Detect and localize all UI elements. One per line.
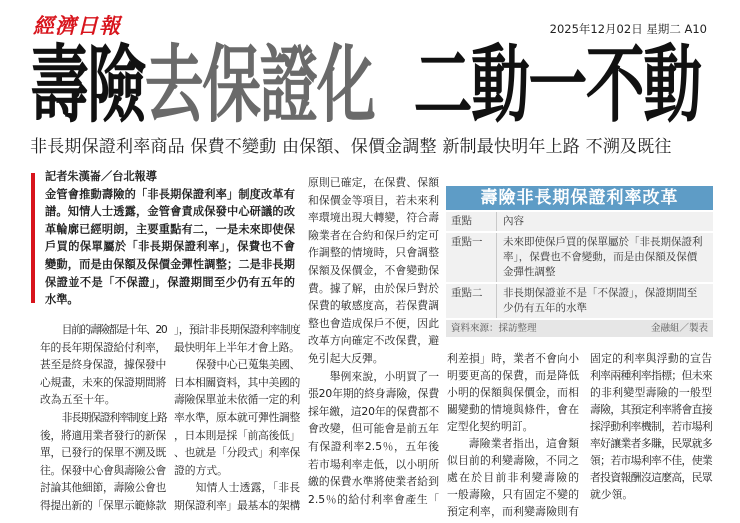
article-line: 保額及保價金，不會變動保 bbox=[308, 263, 439, 277]
lead-line: 水準。 bbox=[45, 293, 79, 307]
article-line: 明要更高的保費，而是降低 bbox=[447, 369, 579, 382]
lead-line: 變動，而是由保額及保價金彈性調整；二是非長期 bbox=[45, 257, 295, 271]
article-line: ，日本則是採「前高後低」 bbox=[174, 428, 300, 442]
article-line: 得提出新的「保單示範條款 bbox=[40, 498, 166, 512]
lead-accent-bar bbox=[31, 173, 35, 303]
newspaper-logo: 經濟日報 bbox=[33, 13, 121, 38]
article-line: 利差損」時，業者不會向小 bbox=[447, 352, 579, 365]
article-line: 固定的利率與浮動的宣告 bbox=[590, 352, 712, 365]
lead-line: 保證並不是「不保證」，保證期間至少仍有五年的 bbox=[45, 275, 295, 289]
article-line: 後，將適用業者發行的新保 bbox=[40, 428, 166, 442]
article-line: 率環境出現大轉變，符合壽 bbox=[308, 211, 439, 225]
article-line: 預定利率，而利變壽險則有 bbox=[447, 505, 579, 518]
lead-paragraph bbox=[45, 168, 295, 309]
article-line: 小明的保額與保價金，而相 bbox=[447, 386, 579, 399]
article-line: 保費的敏感度高，若保費調 bbox=[308, 299, 439, 313]
article-column-4 bbox=[447, 350, 579, 520]
table-credit: 金融組／製表 bbox=[650, 323, 708, 334]
article-line: 舉例來說，小明買了一 bbox=[329, 369, 439, 383]
article-line: 心規畫，未來的保證期間將 bbox=[40, 375, 166, 389]
article-line: 壽險，其預定利率將會直接 bbox=[590, 403, 712, 416]
article-line: 甚至是終身保證，據保發中 bbox=[40, 358, 166, 372]
article-line: 率水準，原本就可彈性調整 bbox=[174, 410, 300, 424]
byline: 記者朱漢崙／台北報導 bbox=[45, 170, 157, 183]
table-row-value: 非長期保證並不是「不保證」，保證期間至少仍有五年的水準 bbox=[503, 287, 698, 314]
article-column-1 bbox=[40, 321, 166, 515]
article-line: 整也會造成保戶不便，因此 bbox=[308, 316, 439, 330]
article-line: 改為五至十年。 bbox=[40, 393, 116, 407]
table-title: 壽險非長期保證利率改革 bbox=[446, 186, 713, 210]
article-line: 定型化契約明訂。 bbox=[447, 420, 534, 433]
article-line: 免引起大反彈。 bbox=[308, 351, 384, 365]
table-row-value: 未來即使保戶買的保單屬於「非長期保證利率」，保費也不會變動，而是由保額及保價金彈性調整 bbox=[503, 236, 703, 278]
article-line: 率好讓業者多賺，民眾就多 bbox=[590, 437, 712, 450]
headline-part-3: 二動一不動 bbox=[413, 36, 701, 134]
article-line: 採年繳，這20年的保費都不 bbox=[308, 404, 439, 418]
article-line: 若市場利率走低，以小明所 bbox=[308, 457, 439, 471]
lead-line: 譜。知情人士透露，金管會責成保發中心研議的改 bbox=[45, 205, 295, 219]
article-line: 非長期保證利率制度上路 bbox=[61, 410, 167, 424]
article-line: 日本相關資料，其中美國的 bbox=[174, 375, 300, 389]
table-header-row bbox=[446, 210, 713, 231]
table-footer bbox=[446, 318, 713, 337]
headline bbox=[30, 36, 701, 134]
article-line: 採浮動利率機制，若市場利 bbox=[590, 420, 712, 433]
headline-part-1: 壽險 bbox=[30, 36, 145, 134]
article-line: 費。據了解，由於保戶對於 bbox=[308, 281, 439, 295]
article-line: 最快明年上半年才會上路。 bbox=[174, 340, 300, 354]
article-line: 壽險保單並未依循一定的利 bbox=[174, 393, 300, 407]
article-line: 壽險業者指出，這會類 bbox=[468, 437, 579, 450]
table-row-key: 重點一 bbox=[446, 233, 497, 282]
article-line: 和保價金等項目，若未來利 bbox=[308, 193, 439, 207]
article-line: 會改變，但可能會是前五年 bbox=[308, 422, 439, 436]
article-line: 一般壽險，只有固定不變的 bbox=[447, 488, 579, 501]
table-header-value: 內容 bbox=[503, 215, 524, 227]
reform-summary-table bbox=[446, 186, 713, 337]
article-line: 年的長年期保證給付利率， bbox=[40, 340, 166, 354]
article-line: 的非利變型壽險的一般型 bbox=[590, 386, 712, 399]
article-line: 保發中心已蒐集美國、 bbox=[195, 358, 300, 372]
subheadline: 非長期保證利率商品 保費不變動 由保額、保價金調整 新制最快明年上路 不溯及既往 bbox=[30, 137, 672, 157]
article-line: 繳的保費水準將使業者給到 bbox=[308, 475, 439, 489]
table-row bbox=[446, 282, 713, 318]
article-line: 知情人士透露，「非長 bbox=[195, 481, 300, 495]
article-line: 就少領。 bbox=[590, 488, 634, 501]
article-line: 改革方向確定不改保費，避 bbox=[308, 334, 439, 348]
lead-line: 戶買的保單屬於「非長期保證利率」，保費也不會 bbox=[45, 240, 295, 254]
article-column-3 bbox=[308, 174, 439, 508]
article-line: 2.5％的給付利率會產生「 bbox=[308, 492, 439, 506]
article-line: 似目前的利變壽險，不同之 bbox=[447, 454, 579, 467]
table-header-key: 重點 bbox=[446, 212, 497, 231]
article-line: 利率兩種利率指標；但未來 bbox=[590, 369, 712, 382]
article-line: 往。保發中心會與壽險公會 bbox=[40, 463, 166, 477]
article-line: 證的方式。 bbox=[174, 463, 228, 477]
article-line: 單，已發行的保單不溯及既 bbox=[40, 446, 166, 460]
table-source: 資料來源：採訪整理 bbox=[451, 323, 537, 334]
table-row-key: 重點二 bbox=[446, 284, 497, 318]
lead-line: 金管會推動壽險的「非長期保證利率」制度改革有 bbox=[45, 187, 295, 201]
article-line: 原則已確定，在保費、保額 bbox=[308, 176, 439, 189]
article-line: 作調整的情境時，只會調整 bbox=[308, 246, 439, 260]
headline-part-2: 去保證化 bbox=[144, 36, 375, 134]
article-line: 有保證利率2.5％，五年後 bbox=[308, 439, 439, 453]
article-line: 關變動的情境與條件，會在 bbox=[447, 403, 579, 416]
article-line: 期保證利率」最基本的架構 bbox=[174, 498, 300, 512]
table-row bbox=[446, 231, 713, 282]
article-line: 、也就是「分段式」利率保 bbox=[174, 446, 300, 460]
article-line: 險業者在合約和保戶約定可 bbox=[308, 228, 439, 242]
article-line: 領；若市場利率不佳，使業 bbox=[590, 454, 712, 467]
article-line: 討論其他細節，壽險公會也 bbox=[40, 481, 166, 495]
article-column-5 bbox=[590, 350, 712, 503]
article-line: 」，預計非長期保證利率制度 bbox=[174, 323, 300, 336]
lead-line: 革輪廓已經明朗，主要重點有二，一是未來即使保 bbox=[45, 222, 295, 236]
article-line: 處在於目前非利變壽險的 bbox=[447, 471, 579, 484]
article-line: 目前的壽險都是十年、20 bbox=[61, 323, 167, 336]
article-line: 者投資報酬沒這麼高，民眾 bbox=[590, 471, 712, 484]
dateline: 2025年12月02日 星期二 A10 bbox=[549, 22, 707, 36]
article-line: 張20年期的終身壽險，保費 bbox=[308, 387, 439, 401]
article-column-2 bbox=[174, 321, 300, 515]
